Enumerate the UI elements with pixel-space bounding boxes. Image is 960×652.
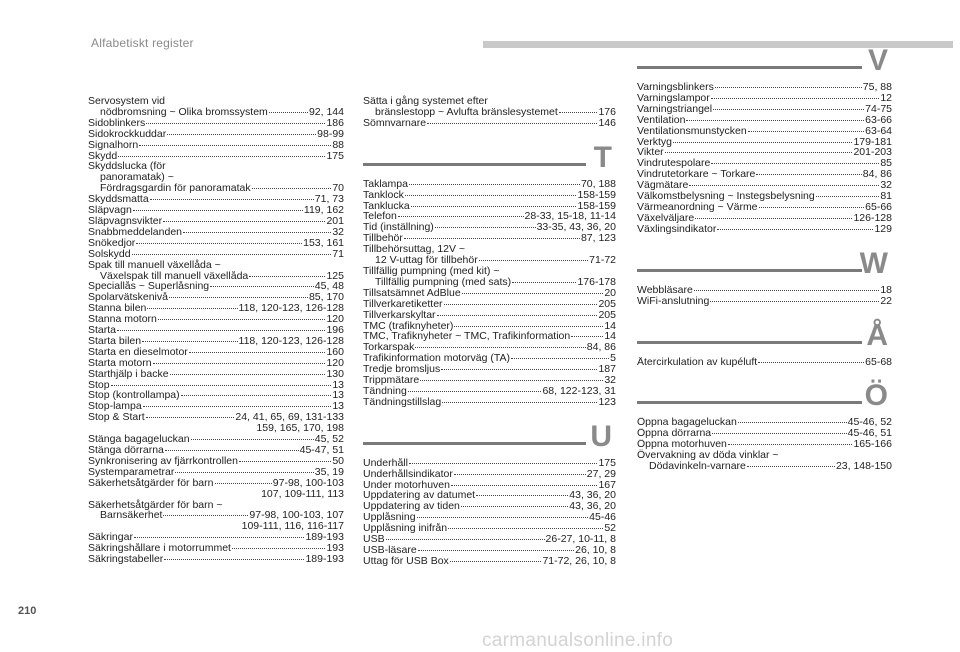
entry-pages: 65-66 (865, 201, 892, 213)
index-entry (363, 96, 616, 118)
entry-pages: 85, 170 (308, 292, 344, 304)
entry-term: Tid (inställning) (363, 222, 434, 234)
index-entry (637, 224, 892, 235)
entry-term: Övervakning av döda vinklar ~ (637, 449, 779, 462)
entry-term: USB (363, 534, 385, 545)
entry-term: Vikter (637, 147, 664, 159)
index-entry (363, 523, 616, 534)
entry-pages: 26, 10, 8 (575, 545, 616, 556)
index-entry (363, 458, 616, 469)
index-entry (363, 244, 616, 266)
entry-term: Trafikinformation motorväg (TA) (363, 353, 511, 365)
index-entry (363, 375, 616, 386)
entry-term: Taklampa (363, 178, 408, 190)
entry-pages: 175 (326, 150, 344, 162)
index-entry (88, 412, 344, 434)
index-entry (88, 358, 344, 369)
entry-pages: 45-46, 52 (847, 417, 892, 429)
entry-pages: 65-68 (865, 356, 892, 368)
index-entry (637, 115, 892, 126)
entry-pages: 165-166 (853, 439, 892, 451)
entry-pages: 205 (598, 309, 616, 321)
page-number: 210 (18, 605, 37, 617)
index-entry (88, 500, 344, 533)
entry-pages: 27, 29 (586, 468, 616, 480)
index-entry (88, 467, 344, 478)
entry-pages: 85 (880, 158, 892, 170)
entry-term: Starta bilen (88, 335, 142, 347)
index-entry (637, 202, 892, 213)
entry-pages: 88 (332, 139, 344, 151)
entry-pages: 18 (880, 284, 892, 296)
entry-pages: 71 (332, 248, 344, 260)
entry-subterm: nödbromsning ~ Olika bromssystem (100, 106, 268, 118)
index-entry (637, 180, 892, 191)
index-entry (88, 445, 344, 456)
entry-pages: 201-203 (853, 147, 892, 159)
entry-term: Sömnvarnare (363, 117, 427, 129)
entry-term: Tillverkaretiketter (363, 298, 443, 310)
entry-pages: 120 (326, 357, 344, 369)
entry-term: Ventilation (637, 114, 686, 126)
index-entry (88, 434, 344, 445)
entry-term: Öppna bagageluckan (637, 417, 737, 429)
index-entry (88, 227, 344, 238)
entry-term: Tanklucka (363, 200, 410, 212)
section-divider (637, 341, 862, 344)
entry-term: Skyddslucka (för (88, 160, 166, 173)
entry-pages: 45, 48 (314, 281, 344, 293)
entry-pages: 22 (880, 295, 892, 307)
entry-term: panoramatak) ~ (100, 171, 174, 184)
index-entry (637, 191, 892, 202)
entry-pages: 97-98, 100-103 (272, 477, 344, 489)
index-entry (88, 325, 344, 336)
entry-pages: 26-27, 10-11, 8 (545, 534, 616, 545)
entry-term: Torkarspak (363, 342, 415, 354)
index-entry (88, 249, 344, 260)
entry-pages: 87, 123 (580, 233, 616, 245)
entry-term: Stanna bilen (88, 303, 147, 315)
entry-term: Tanklock (363, 189, 404, 201)
entry-term: Tillfällig pumpning (med kit) ~ (363, 264, 500, 277)
index-entry (637, 285, 892, 296)
entry-term: Starta en dieselmotor (88, 346, 188, 358)
entry-term: Starta motorn (88, 357, 152, 369)
index-entry (363, 364, 616, 375)
entry-pages: 12 (880, 92, 892, 104)
index-entry (88, 129, 344, 140)
entry-term: Säkringshållare i motorrummet (88, 543, 231, 555)
entry-term: Tillbehörsuttag, 12V ~ (363, 243, 466, 256)
entry-term: Växlingsindikator (637, 223, 717, 235)
entry-term: Signalhorn (88, 139, 139, 151)
section-letter: W (859, 246, 888, 280)
entry-term: Tändningstillslag (363, 396, 442, 408)
entry-pages: 74-75 (865, 103, 892, 115)
entry-pages: 45, 52 (314, 434, 344, 445)
index-entry (363, 321, 616, 332)
entry-term: Tillverkarskyltar (363, 309, 436, 321)
entry-pages: 123 (598, 396, 616, 408)
section-letter: Å (866, 318, 888, 352)
entry-term: Spolarvätskenivå (88, 292, 168, 304)
entry-pages: 71, 73 (314, 194, 344, 206)
section-header-t (363, 137, 616, 174)
index-entry (88, 369, 344, 380)
index-entry (88, 260, 344, 282)
entry-term: Stop & Start (88, 412, 145, 424)
entry-term: Underhållsindikator (363, 468, 453, 480)
entry-term: Stänga dörrarna (88, 445, 164, 456)
entry-term: Välkomstbelysning ~ Instegsbelysning (637, 191, 815, 202)
entry-term: Vindrutetorkare ~ Torkare (637, 169, 756, 181)
index-entry (363, 266, 616, 288)
entry-term: Öppna motorhuven (637, 439, 727, 451)
index-entry (363, 299, 616, 310)
index-entry (637, 450, 892, 472)
section-letter: Ö (864, 379, 888, 413)
index-entry (88, 401, 344, 412)
entry-term: Säkringstabeller (88, 554, 164, 565)
entry-pages: 118, 120-123, 126-128 (238, 303, 344, 315)
index-entry (88, 380, 344, 391)
entry-pages-cont: 109-111, 116, 116-117 (241, 520, 344, 533)
index-entry (88, 118, 344, 129)
entry-term: Varningsblinkers (637, 82, 714, 93)
entry-pages: 84, 86 (862, 169, 892, 181)
entry-pages: 176-178 (577, 276, 616, 288)
entry-subterm: Tillfällig pumpning (med sats) (375, 276, 512, 288)
entry-pages: 130 (326, 368, 344, 380)
entry-term: Webbläsare (637, 284, 693, 296)
index-entry (363, 118, 616, 129)
entry-pages: 201 (326, 215, 344, 227)
entry-pages: 158-159 (577, 200, 616, 212)
entry-term: Spak till manuell växellåda ~ (88, 258, 221, 271)
index-entry (363, 512, 616, 523)
page-header-title: Alfabetiskt register (91, 36, 194, 50)
entry-pages: 13 (332, 401, 344, 413)
section-divider (363, 163, 586, 166)
entry-pages: 33-35, 43, 36, 20 (536, 222, 616, 234)
index-entry (363, 288, 616, 299)
entry-pages: 14 (604, 331, 616, 343)
entry-term: Ventilationsmunstycken (637, 125, 747, 137)
section-header-oe (637, 375, 892, 413)
entry-term: Servosystem vid (88, 95, 166, 107)
entry-term: Solskydd (88, 248, 131, 260)
entry-pages: 119, 162 (303, 205, 344, 216)
entry-pages: 158-159 (577, 189, 616, 201)
entry-pages: 153, 161 (303, 237, 344, 249)
entry-term: Varningstriangel (637, 103, 713, 115)
entry-pages: 50 (332, 455, 344, 467)
entry-pages: 189-193 (305, 554, 344, 565)
entry-pages: 63-64 (865, 125, 892, 137)
index-entry (88, 456, 344, 467)
entry-pages: 81 (880, 191, 892, 202)
entry-pages: 13 (332, 379, 344, 391)
index-entry (363, 342, 616, 353)
entry-pages: 28-33, 15-18, 11-14 (524, 211, 616, 223)
section-letter: U (590, 419, 612, 453)
index-entry (88, 303, 344, 314)
entry-term: Snabbmeddelanden (88, 226, 182, 238)
index-entry (88, 390, 344, 401)
index-entry (363, 545, 616, 556)
index-entry (88, 281, 344, 292)
entry-term: Släpvagn (88, 205, 132, 216)
index-entry (88, 216, 344, 227)
index-entry (88, 478, 344, 500)
section-divider (363, 442, 586, 445)
entry-pages: 146 (598, 117, 616, 129)
entry-pages: 125 (326, 270, 344, 282)
index-entry (637, 104, 892, 115)
entry-pages: 32 (604, 375, 616, 386)
entry-pages: 167 (598, 479, 616, 491)
entry-term: TMC (trafiknyheter) (363, 320, 454, 332)
entry-term: Uppdatering av tiden (363, 501, 460, 513)
entry-term: Växelväljare (637, 212, 695, 224)
entry-term: Under motorhuven (363, 479, 450, 491)
entry-term: Snökedjor (88, 237, 136, 249)
entry-pages: 129 (874, 223, 892, 235)
index-entry (363, 222, 616, 233)
entry-subterm: Växelspak till manuell växellåda (100, 270, 249, 282)
entry-pages: 70 (332, 183, 344, 195)
index-entry (637, 137, 892, 148)
entry-pages: 71-72 (589, 255, 616, 266)
index-entry (88, 336, 344, 347)
index-entry (88, 347, 344, 358)
entry-term: Säkerhetsåtgärder för barn ~ (88, 498, 223, 511)
index-entry (637, 213, 892, 224)
section-header-v (637, 40, 892, 77)
entry-subterm: Fördragsgardin för panoramatak (100, 183, 251, 195)
index-column-3 (637, 44, 892, 472)
entry-subterm: Barnsäkerhet (100, 510, 163, 522)
entry-pages: 118, 120-123, 126-128 (238, 335, 344, 347)
entry-term: Starthjälp i backe (88, 368, 169, 380)
entry-term: Tillbehör (363, 233, 403, 245)
index-entry (88, 554, 344, 565)
entry-pages: 14 (604, 320, 616, 332)
index-entry (88, 314, 344, 325)
entry-subterm: 12 V-uttag för tillbehör (375, 255, 478, 266)
section-letter: T (593, 140, 612, 174)
entry-term: Stanna motorn (88, 314, 157, 326)
entry-term: Starta (88, 325, 117, 336)
entry-term: Upplåsning (363, 512, 416, 524)
entry-term: Stänga bagageluckan (88, 434, 190, 445)
entry-pages: 98-99 (317, 128, 344, 140)
index-entry (88, 96, 344, 118)
entry-pages: 97-98, 100-103, 107 (249, 510, 344, 522)
index-entry (88, 194, 344, 205)
index-entry (88, 140, 344, 151)
index-entry (637, 93, 892, 104)
section-header-aa (637, 315, 892, 352)
entry-subterm: bränslestopp ~ Avlufta bränslesystemet (375, 106, 558, 118)
entry-pages: 13 (332, 390, 344, 402)
index-entry (363, 534, 616, 545)
index-entry (363, 501, 616, 512)
entry-term: Varningslampor (637, 92, 710, 104)
entry-term: TMC, Trafiknyheter ~ TMC, Trafikinformation (363, 331, 571, 343)
index-entry (637, 296, 892, 307)
index-entry (637, 126, 892, 137)
entry-pages: 187 (598, 364, 616, 376)
entry-term: Säkerhetsåtgärder för barn (88, 477, 214, 489)
index-column-1 (88, 96, 344, 565)
entry-term: Systemparametrar (88, 466, 175, 478)
index-entry (363, 211, 616, 222)
section-letter: V (867, 44, 888, 77)
entry-term: USB-läsare (363, 545, 417, 556)
entry-pages: 68, 122-123, 31 (542, 385, 616, 397)
index-entry (363, 556, 616, 567)
index-entry (363, 397, 616, 408)
watermark: carmanualsonline.info (482, 630, 674, 651)
entry-term: Släpvagnsvikter (88, 215, 163, 227)
index-entry (88, 543, 344, 554)
entry-term: Trippmätare (363, 375, 420, 386)
index-entry (637, 357, 892, 368)
index-entry (88, 532, 344, 543)
entry-pages: 63-66 (865, 114, 892, 126)
entry-pages-cont: 159, 165, 170, 198 (256, 422, 344, 435)
entry-term: Säkringar (88, 532, 133, 544)
entry-pages: 196 (326, 325, 344, 336)
index-entry (88, 292, 344, 303)
entry-term: Sätta i gång systemet efter (363, 95, 488, 107)
entry-term: Skyddsmatta (88, 194, 149, 206)
entry-pages: 32 (880, 180, 892, 192)
entry-pages: 175 (598, 457, 616, 469)
entry-pages: 32 (332, 226, 344, 238)
entry-pages: 35, 19 (314, 466, 344, 478)
entry-pages: 189-193 (305, 532, 344, 544)
index-entry (363, 490, 616, 501)
index-entry (363, 480, 616, 491)
index-entry (363, 310, 616, 321)
entry-pages: 160 (326, 346, 344, 358)
entry-pages: 71-72, 26, 10, 8 (542, 555, 616, 567)
index-entry (363, 469, 616, 480)
entry-term: Skydd (88, 150, 118, 162)
entry-term: Uppdatering av datumet (363, 490, 476, 502)
entry-pages: 205 (598, 298, 616, 310)
entry-pages: 120 (326, 314, 344, 326)
index-entry (88, 161, 344, 194)
entry-pages: 92, 144 (308, 106, 344, 118)
entry-term: Sidokrockkuddar (88, 128, 167, 140)
entry-term: Vindrutespolare (637, 158, 711, 170)
index-column-2 (363, 96, 616, 567)
entry-pages: 23, 148-150 (835, 461, 892, 472)
entry-term: Tillsatsämnet AdBlue (363, 287, 461, 299)
index-entry (363, 331, 616, 342)
entry-pages: 52 (604, 523, 616, 535)
entry-pages: 45-47, 51 (299, 445, 344, 456)
index-entry (637, 82, 892, 93)
entry-pages: 193 (326, 543, 344, 555)
entry-term: Stop (88, 379, 110, 391)
index-entry (363, 386, 616, 397)
entry-term: Vägmätare (637, 180, 689, 192)
entry-term: Stop-lampa (88, 401, 142, 413)
entry-term: Verktyg (637, 136, 673, 148)
entry-term: Tändning (363, 385, 407, 397)
entry-pages: 179-181 (853, 136, 892, 148)
index-entry (88, 205, 344, 216)
entry-term: Underhåll (363, 457, 408, 469)
index-entry (637, 428, 892, 439)
entry-term: Speciallås ~ Superlåsning (88, 281, 210, 293)
section-divider (637, 66, 862, 69)
entry-term: Öppna dörrarna (637, 428, 712, 440)
entry-term: Upplåsning inifrån (363, 523, 448, 535)
index-entry (363, 190, 616, 201)
index-entry (88, 238, 344, 249)
entry-pages: 84, 86 (586, 342, 616, 354)
index-entry (363, 179, 616, 190)
entry-term: Telefon (363, 211, 397, 223)
index-entry (637, 417, 892, 428)
entry-term: Synkronisering av fjärrkontrollen (88, 455, 238, 467)
entry-pages: 45-46, 51 (847, 428, 892, 440)
entry-term: Tredje bromsljus (363, 364, 441, 376)
index-entry (637, 158, 892, 169)
entry-pages: 186 (326, 117, 344, 129)
entry-pages: 70, 188 (580, 178, 616, 190)
entry-term: Stop (kontrollampa) (88, 390, 180, 402)
entry-pages: 24, 41, 65, 69, 131-133 (235, 412, 344, 424)
index-entry (363, 201, 616, 212)
index-entry (363, 353, 616, 364)
entry-term: Uttag för USB Box (363, 555, 449, 567)
index-entry (637, 169, 892, 180)
section-header-u (363, 416, 616, 453)
entry-term: Återcirkulation av kupéluft (637, 356, 758, 368)
entry-term: Värmeanordning ~ Värme (637, 201, 758, 213)
entry-pages: 20 (604, 287, 616, 299)
entry-term: WiFi-anslutning (637, 295, 710, 307)
entry-pages: 43, 36, 20 (569, 490, 616, 502)
section-divider (637, 269, 862, 272)
entry-term: Sidoblinkers (88, 117, 146, 129)
section-divider (637, 401, 862, 404)
entry-pages: 5 (610, 353, 616, 365)
index-entry (637, 147, 892, 158)
entry-pages-cont: 107, 109-111, 113 (261, 487, 344, 500)
entry-pages: 43, 36, 20 (569, 501, 616, 513)
entry-pages: 45-46 (589, 512, 616, 524)
entry-pages: 75, 88 (862, 82, 892, 93)
entry-subterm: Dödavinkeln-varnare (649, 461, 746, 472)
section-header-w (637, 243, 892, 280)
entry-pages: 126-128 (853, 212, 892, 224)
entry-pages: 176 (598, 106, 616, 118)
